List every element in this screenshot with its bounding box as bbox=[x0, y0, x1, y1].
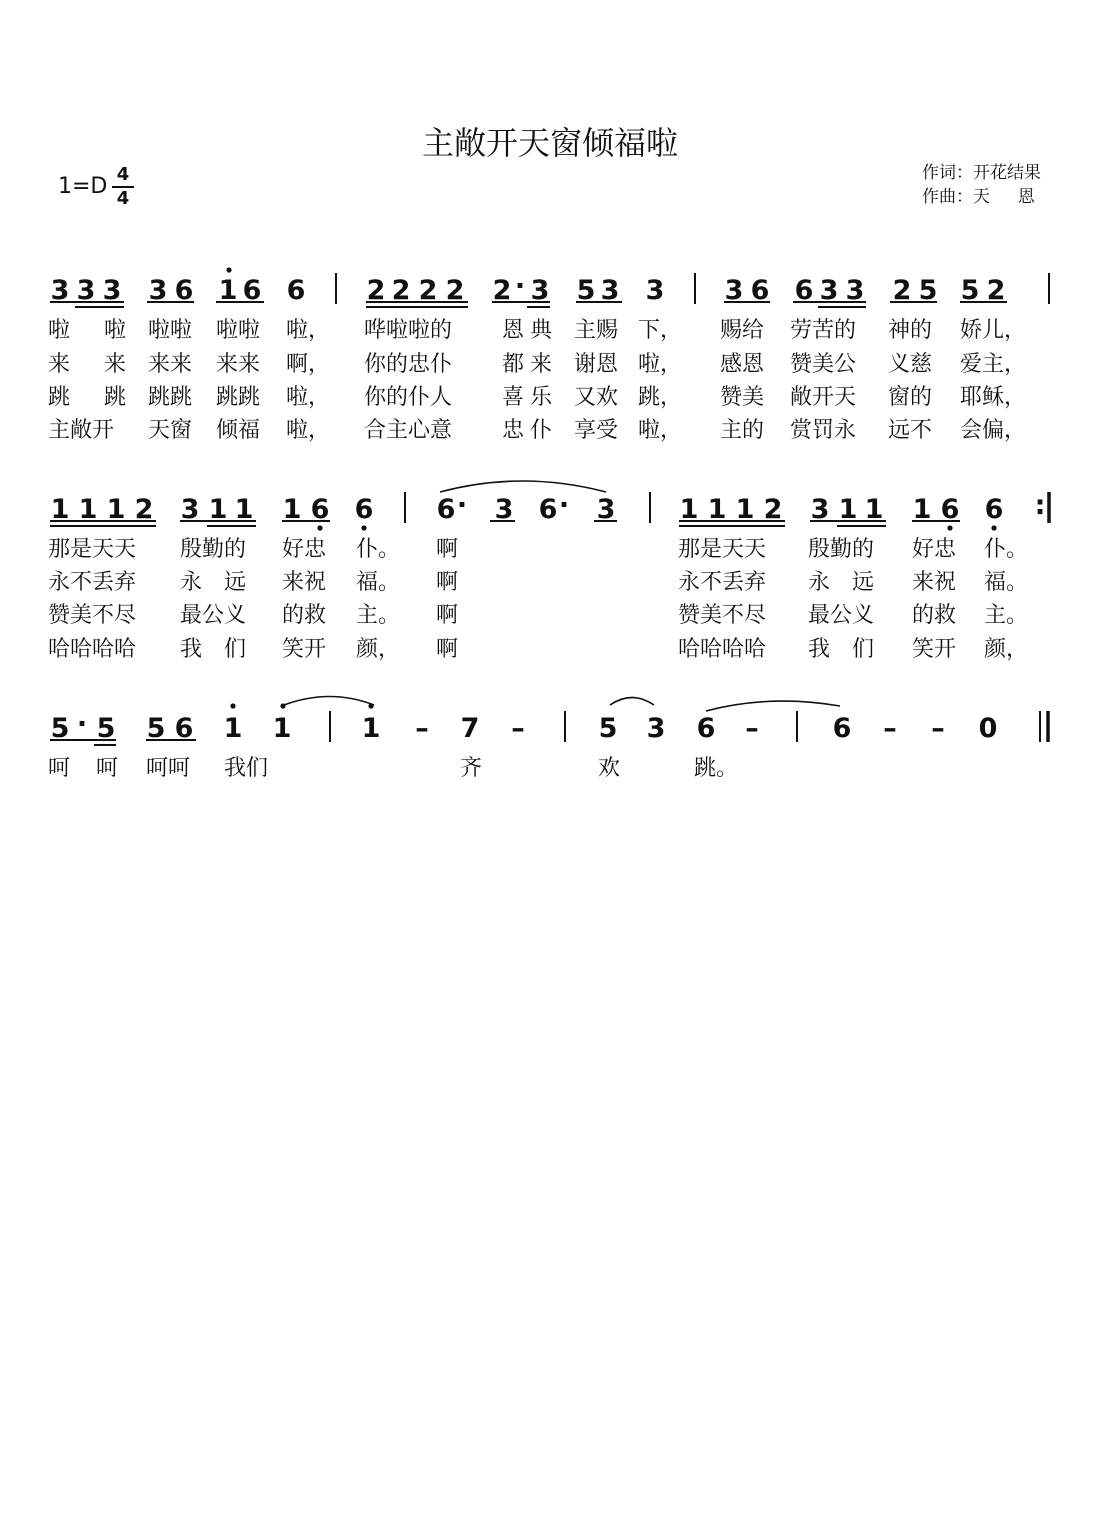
lyric-s2-v4-1: 我 们 bbox=[180, 637, 247, 662]
note-r2-11: · bbox=[456, 490, 468, 521]
lyric-s3-0: 呵 bbox=[48, 756, 71, 781]
note-r1-18: 3 bbox=[724, 275, 744, 306]
note-r1-0: 3 bbox=[50, 275, 70, 306]
note-r2-4: 3 bbox=[180, 494, 200, 525]
note-r3-9: 7 bbox=[460, 713, 480, 744]
lyric-s2-v1-8: 仆。 bbox=[984, 537, 1029, 562]
lyric-s1-v2-12: 义慈 bbox=[888, 352, 933, 377]
note-r3-14: – bbox=[745, 713, 759, 744]
note-r2-8: 6 bbox=[310, 494, 330, 525]
lyric-s1-v1-10: 赐给 bbox=[720, 318, 765, 343]
lyric-s1-v4-2: 倾福 bbox=[216, 418, 261, 443]
note-r2-7: 1 bbox=[282, 494, 302, 525]
lyric-s1-v3-13: 耶稣， bbox=[960, 385, 1027, 410]
note-r1-26: 2 bbox=[986, 275, 1006, 306]
note-r2-15: 3 bbox=[596, 494, 616, 525]
lyric-s1-v2-11: 赞美公 bbox=[790, 352, 857, 377]
note-r1-4: 6 bbox=[174, 275, 194, 306]
note-r2-2: 1 bbox=[106, 494, 126, 525]
note-r3-10: – bbox=[511, 713, 525, 744]
lyric-s2-v3-5: 赞美不尽 bbox=[678, 603, 767, 628]
lyric-s2-v3-6: 最公义 bbox=[808, 603, 875, 628]
note-r1-9: 2 bbox=[391, 275, 411, 306]
lyric-s2-v4-2: 笑开 bbox=[282, 637, 327, 662]
lyric-s1-v4-5: 忠 bbox=[502, 418, 525, 443]
note-r1-14: 3 bbox=[530, 275, 550, 306]
lyric-s1-v4-1: 天窗 bbox=[148, 418, 193, 443]
note-r3-6: 1 bbox=[272, 713, 292, 744]
lyric-s2-v4-4: 啊 bbox=[436, 637, 459, 662]
lyric-s2-v4-0: 哈哈哈哈 bbox=[48, 637, 137, 662]
lyric-s1-v1-2: 啦啦 bbox=[148, 318, 193, 343]
lyric-s1-v1-13: 娇儿， bbox=[960, 318, 1027, 343]
lyric-s1-v3-0: 跳 bbox=[48, 385, 71, 410]
lyric-s2-v1-6: 殷勤的 bbox=[808, 537, 875, 562]
composer-credit: 作曲：天 恩 bbox=[922, 187, 1035, 207]
lyric-s2-v4-6: 我 们 bbox=[808, 637, 875, 662]
note-r1-6: 6 bbox=[242, 275, 262, 306]
note-r2-5: 1 bbox=[208, 494, 228, 525]
note-r1-12: 2 bbox=[492, 275, 512, 306]
lyric-s1-v4-12: 会偏， bbox=[960, 418, 1027, 443]
lyric-s1-v2-9: 啦， bbox=[638, 352, 683, 377]
lyric-s1-v2-10: 感恩 bbox=[720, 352, 765, 377]
note-r2-26: : bbox=[1034, 490, 1046, 521]
note-r1-11: 2 bbox=[445, 275, 465, 306]
lyric-s3-1: 呵 bbox=[96, 756, 119, 781]
lyric-s1-v3-6: 喜 bbox=[502, 385, 525, 410]
lyric-s1-v3-12: 窗的 bbox=[888, 385, 933, 410]
note-r3-11: 5 bbox=[598, 713, 618, 744]
lyric-s2-v4-5: 哈哈哈哈 bbox=[678, 637, 767, 662]
note-r2-1: 1 bbox=[78, 494, 98, 525]
lyric-s1-v4-6: 仆 bbox=[530, 418, 553, 443]
note-r1-5: 1 bbox=[218, 275, 238, 306]
note-r1-10: 2 bbox=[418, 275, 438, 306]
note-r3-0: 5 bbox=[50, 713, 70, 744]
lyric-s1-v2-0: 来 bbox=[48, 352, 71, 377]
lyric-s2-v1-5: 那是天天 bbox=[678, 537, 767, 562]
lyric-s1-v3-4: 啦， bbox=[286, 385, 331, 410]
lyric-s2-v4-7: 笑开 bbox=[912, 637, 957, 662]
lyric-s1-v3-3: 跳跳 bbox=[216, 385, 261, 410]
note-r1-13: · bbox=[514, 271, 526, 302]
lyric-s1-v3-5: 你的仆人 bbox=[364, 385, 453, 410]
lyric-s1-v1-1: 啦 bbox=[104, 318, 127, 343]
note-r3-13: 6 bbox=[696, 713, 716, 744]
note-r1-20: 6 bbox=[794, 275, 814, 306]
lyric-s2-v1-2: 好忠 bbox=[282, 537, 327, 562]
lyric-s2-v4-3: 颜， bbox=[356, 637, 401, 662]
lyric-s2-v1-7: 好忠 bbox=[912, 537, 957, 562]
lyric-s1-v4-0: 主敞开 bbox=[48, 418, 115, 443]
lyric-s1-v3-10: 赞美 bbox=[720, 385, 765, 410]
time-signature-top: 4 bbox=[116, 164, 130, 185]
note-r3-17: – bbox=[931, 713, 945, 744]
note-r1-15: 5 bbox=[576, 275, 596, 306]
note-r1-2: 3 bbox=[102, 275, 122, 306]
lyric-s1-v2-6: 都 bbox=[502, 352, 525, 377]
note-r2-10: 6 bbox=[436, 494, 456, 525]
lyric-s3-6: 跳。 bbox=[694, 756, 739, 781]
note-r3-12: 3 bbox=[646, 713, 666, 744]
lyric-s2-v2-8: 福。 bbox=[984, 570, 1029, 595]
lyric-s1-v3-2: 跳跳 bbox=[148, 385, 193, 410]
note-r2-19: 2 bbox=[763, 494, 783, 525]
lyric-s2-v2-3: 福。 bbox=[356, 570, 401, 595]
lyric-s3-4: 齐 bbox=[460, 756, 483, 781]
lyric-s2-v3-8: 主。 bbox=[984, 603, 1029, 628]
lyric-s2-v2-2: 来祝 bbox=[282, 570, 327, 595]
lyric-s1-v3-9: 跳， bbox=[638, 385, 683, 410]
note-r2-20: 3 bbox=[810, 494, 830, 525]
lyric-s1-v1-12: 神的 bbox=[888, 318, 933, 343]
lyricist-credit: 作词：开花结果 bbox=[922, 163, 1041, 183]
note-r2-6: 1 bbox=[234, 494, 254, 525]
note-r1-23: 2 bbox=[892, 275, 912, 306]
note-r1-16: 3 bbox=[600, 275, 620, 306]
lyric-s1-v4-4: 合主心意 bbox=[364, 418, 453, 443]
lyric-s1-v4-3: 啦， bbox=[286, 418, 331, 443]
note-r2-23: 1 bbox=[912, 494, 932, 525]
note-r2-25: 6 bbox=[984, 494, 1004, 525]
note-r3-18: 0 bbox=[978, 713, 998, 744]
note-r1-3: 3 bbox=[148, 275, 168, 306]
note-r2-17: 1 bbox=[707, 494, 727, 525]
note-r2-9: 6 bbox=[354, 494, 374, 525]
lyric-s2-v2-0: 永不丢弃 bbox=[48, 570, 137, 595]
note-r2-18: 1 bbox=[735, 494, 755, 525]
note-r2-3: 2 bbox=[134, 494, 154, 525]
lyric-s1-v1-6: 恩 bbox=[502, 318, 525, 343]
note-r3-1: · bbox=[76, 709, 88, 740]
note-r1-1: 3 bbox=[76, 275, 96, 306]
lyric-s1-v1-4: 啦， bbox=[286, 318, 331, 343]
lyric-s1-v3-1: 跳 bbox=[104, 385, 127, 410]
note-r2-22: 1 bbox=[864, 494, 884, 525]
note-r3-5: 1 bbox=[223, 713, 243, 744]
note-r3-4: 6 bbox=[174, 713, 194, 744]
lyric-s1-v3-11: 敞开天 bbox=[790, 385, 857, 410]
note-r3-3: 5 bbox=[146, 713, 166, 744]
key-signature: 1=D bbox=[58, 174, 108, 199]
note-r2-21: 1 bbox=[838, 494, 858, 525]
note-r2-24: 6 bbox=[940, 494, 960, 525]
note-r3-16: – bbox=[883, 713, 897, 744]
lyric-s1-v3-8: 又欢 bbox=[574, 385, 619, 410]
lyric-s1-v2-4: 啊， bbox=[286, 352, 331, 377]
note-r1-7: 6 bbox=[286, 275, 306, 306]
note-r3-15: 6 bbox=[832, 713, 852, 744]
lyric-s1-v1-9: 下， bbox=[638, 318, 683, 343]
lyric-s1-v1-11: 劳苦的 bbox=[790, 318, 857, 343]
lyric-s2-v3-3: 主。 bbox=[356, 603, 401, 628]
lyric-s2-v3-2: 的救 bbox=[282, 603, 327, 628]
note-r3-7: 1 bbox=[361, 713, 381, 744]
lyric-s2-v1-0: 那是天天 bbox=[48, 537, 137, 562]
lyric-s2-v2-4: 啊 bbox=[436, 570, 459, 595]
note-r1-17: 3 bbox=[645, 275, 665, 306]
note-r3-8: – bbox=[415, 713, 429, 744]
note-r1-24: 5 bbox=[918, 275, 938, 306]
note-r1-22: 3 bbox=[845, 275, 865, 306]
lyric-s3-5: 欢 bbox=[598, 756, 621, 781]
note-r2-12: 3 bbox=[494, 494, 514, 525]
lyric-s2-v2-7: 来祝 bbox=[912, 570, 957, 595]
lyric-s3-3: 我们 bbox=[224, 756, 269, 781]
note-r1-8: 2 bbox=[366, 275, 386, 306]
lyric-s1-v2-7: 来 bbox=[530, 352, 553, 377]
note-r1-21: 3 bbox=[819, 275, 839, 306]
lyric-s1-v1-7: 典 bbox=[530, 318, 553, 343]
lyric-s1-v3-7: 乐 bbox=[530, 385, 553, 410]
note-r2-0: 1 bbox=[50, 494, 70, 525]
lyric-s1-v1-0: 啦 bbox=[48, 318, 71, 343]
song-title: 主敞开天窗倾福啦 bbox=[421, 124, 678, 162]
note-r2-13: 6 bbox=[538, 494, 558, 525]
lyric-s2-v1-3: 仆。 bbox=[356, 537, 401, 562]
lyric-s3-2: 呵呵 bbox=[146, 756, 191, 781]
note-r1-19: 6 bbox=[750, 275, 770, 306]
lyric-s2-v2-5: 永不丢弃 bbox=[678, 570, 767, 595]
note-r2-14: · bbox=[558, 490, 570, 521]
lyric-s2-v1-1: 殷勤的 bbox=[180, 537, 247, 562]
lyric-s1-v2-5: 你的忠仆 bbox=[364, 352, 453, 377]
lyric-s1-v1-5: 哗啦啦的 bbox=[364, 318, 453, 343]
lyric-s1-v4-9: 主的 bbox=[720, 418, 765, 443]
lyric-s1-v2-8: 谢恩 bbox=[574, 352, 619, 377]
note-r1-25: 5 bbox=[960, 275, 980, 306]
lyric-s1-v4-11: 远不 bbox=[888, 418, 933, 443]
lyric-s2-v2-6: 永 远 bbox=[808, 570, 875, 595]
lyric-s2-v4-8: 颜， bbox=[984, 637, 1029, 662]
lyric-s2-v2-1: 永 远 bbox=[180, 570, 247, 595]
lyric-s2-v3-4: 啊 bbox=[436, 603, 459, 628]
lyric-s1-v2-3: 来来 bbox=[216, 352, 261, 377]
lyric-s1-v4-7: 享受 bbox=[574, 418, 619, 443]
note-r3-2: 5 bbox=[96, 713, 116, 744]
lyric-s2-v3-7: 的救 bbox=[912, 603, 957, 628]
lyric-s1-v1-8: 主赐 bbox=[574, 318, 619, 343]
note-r2-16: 1 bbox=[679, 494, 699, 525]
time-signature-bottom: 4 bbox=[116, 188, 130, 209]
lyric-s2-v1-4: 啊 bbox=[436, 537, 459, 562]
lyric-s1-v2-2: 来来 bbox=[148, 352, 193, 377]
lyric-s2-v3-0: 赞美不尽 bbox=[48, 603, 137, 628]
lyric-s2-v3-1: 最公义 bbox=[180, 603, 247, 628]
lyric-s1-v1-3: 啦啦 bbox=[216, 318, 261, 343]
lyric-s1-v4-8: 啦， bbox=[638, 418, 683, 443]
lyric-s1-v2-13: 爱主， bbox=[960, 352, 1027, 377]
lyric-s1-v4-10: 赏罚永 bbox=[790, 418, 857, 443]
lyric-s1-v2-1: 来 bbox=[104, 352, 127, 377]
